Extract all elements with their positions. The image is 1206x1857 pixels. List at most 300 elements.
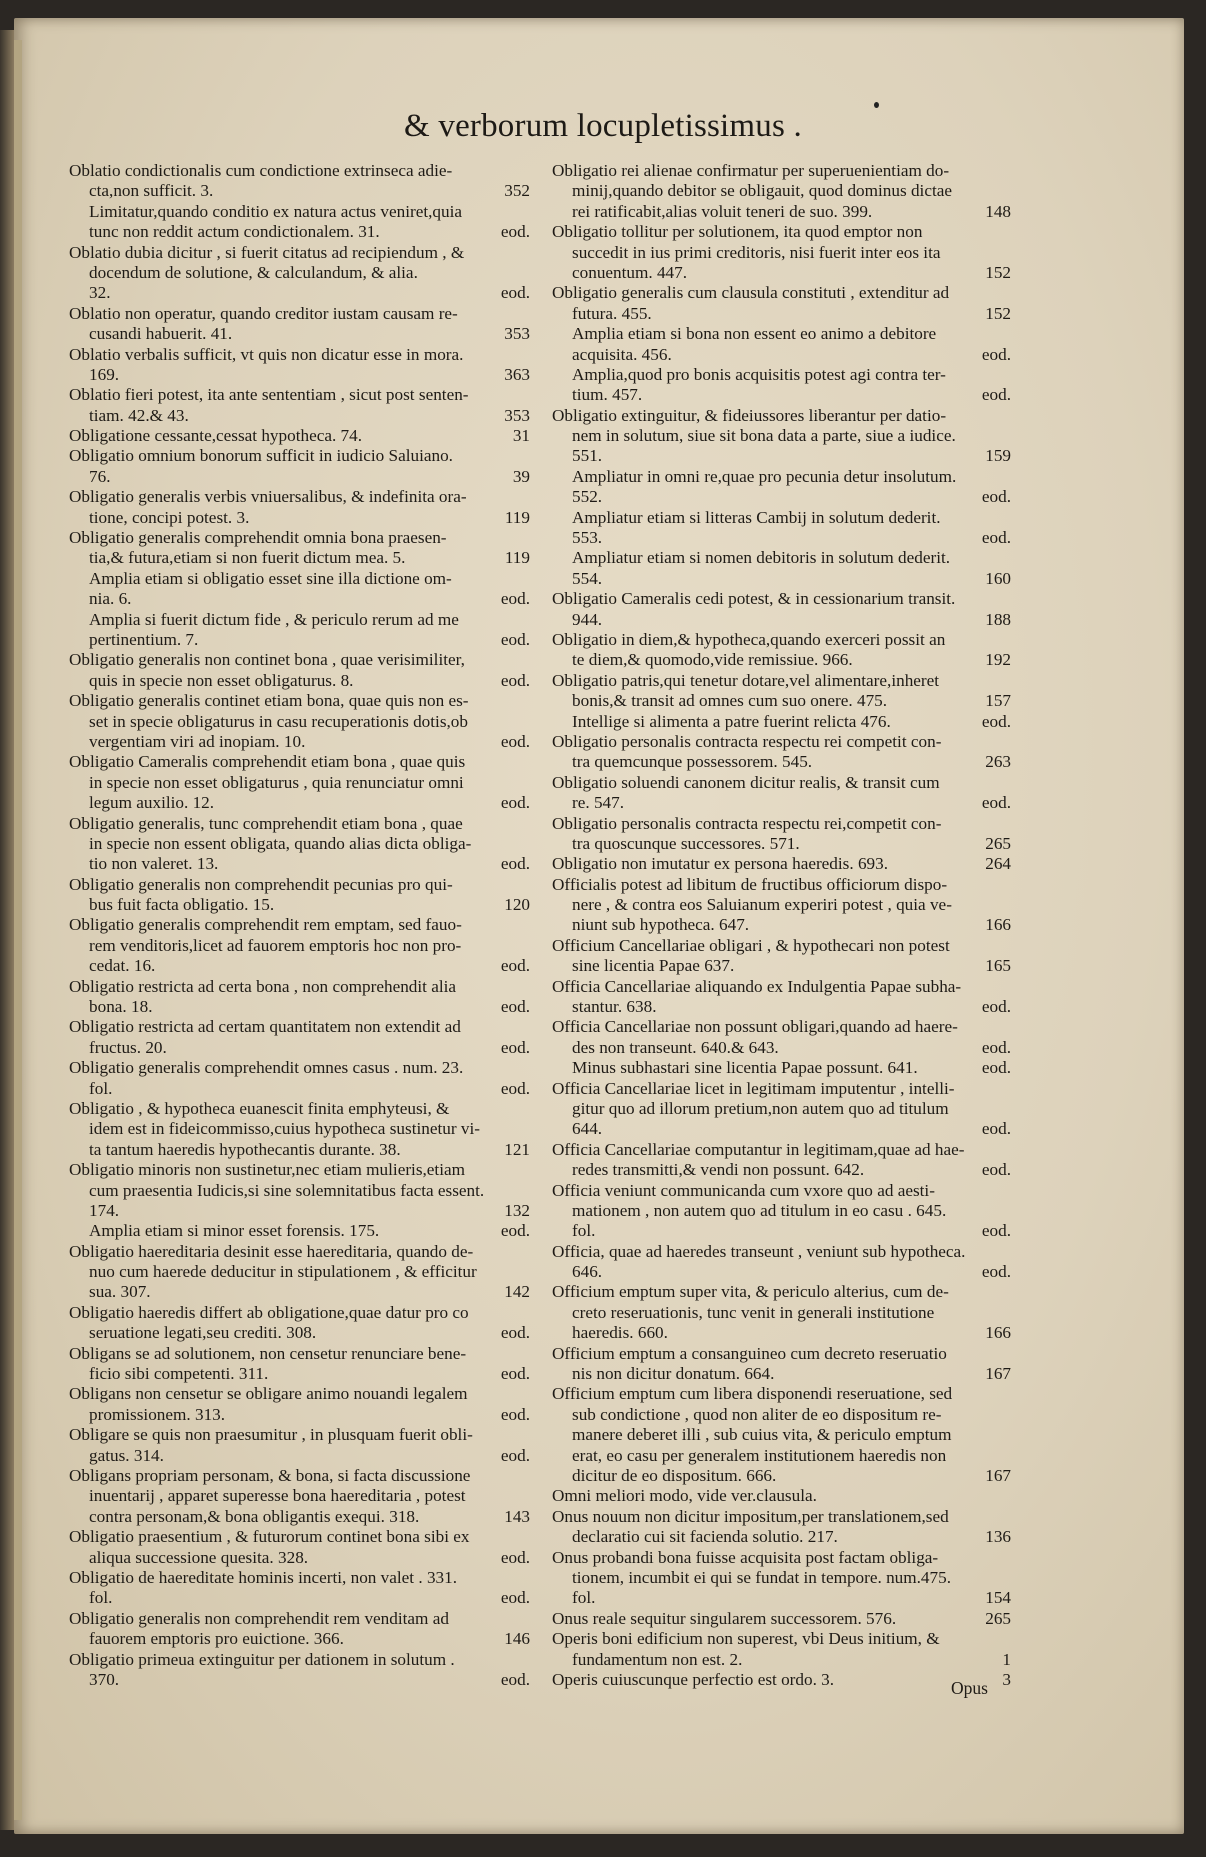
index-entry-continuation (69, 406, 530, 426)
entry-text: Obligatio soluendi canonem dicitur realis, & transit cum (552, 772, 940, 792)
index-entry-continuation (69, 589, 530, 609)
page-reference: 157 (985, 691, 1011, 711)
page-reference: 31 (512, 426, 530, 446)
entry-text: Operis cuiuscunque perfectio est ordo. 3. (552, 1669, 835, 1689)
index-entry (552, 732, 1011, 752)
index-entry-continuation (552, 1446, 1011, 1466)
index-entry-continuation (69, 508, 530, 528)
index-entry (69, 528, 530, 548)
index-entry-continuation (69, 630, 530, 650)
index-entry-continuation (69, 569, 530, 589)
page-reference: eod. (500, 1364, 530, 1384)
index-entry (69, 977, 530, 997)
entry-text: te diem,& quomodo,vide remissiue. 966. (572, 650, 853, 670)
page-reference: eod. (500, 793, 530, 813)
index-entry-continuation (69, 1201, 530, 1221)
index-entry (69, 691, 530, 711)
entry-text: Obligatio generalis non continet bona , quae verisimiliter, (69, 650, 465, 670)
entry-text: fol. (89, 1078, 113, 1098)
page-reference: 353 (504, 324, 530, 344)
page-reference: 39 (512, 466, 530, 486)
entry-text: tra quoscunque successores. 571. (572, 833, 800, 853)
page-reference: eod. (500, 1323, 530, 1343)
index-entry (552, 1344, 1011, 1364)
index-entry-continuation (552, 487, 1011, 507)
index-entry (69, 1609, 530, 1629)
entry-text: Obligatio generalis comprehendit omnes casus . num. 23. (69, 1058, 464, 1078)
index-entry-continuation (552, 834, 1011, 854)
entry-text: Obligatio omnium bonorum sufficit in iudicio Saluiano. (69, 446, 453, 466)
index-entry (69, 1099, 530, 1119)
entry-text: fol. (572, 1221, 596, 1241)
index-entry (552, 1507, 1011, 1527)
page-reference: eod. (981, 1221, 1011, 1241)
entry-text: Obligatio generalis verbis vniuersalibus, & indefinita ora- (69, 487, 467, 507)
entry-text: Officia Cancellariae non possunt obligari,quando ad haere- (552, 1017, 958, 1037)
index-entry-continuation (69, 1364, 530, 1384)
index-entry (552, 854, 1011, 874)
entry-text: fol. (572, 1588, 596, 1608)
index-entry-continuation (69, 610, 530, 630)
entry-text: 32. (89, 283, 111, 303)
index-entry-continuation (69, 1486, 530, 1506)
index-entry (552, 283, 1011, 303)
entry-text: fol. (89, 1588, 113, 1608)
index-entry (69, 1384, 530, 1404)
index-entry-continuation (552, 1262, 1011, 1282)
page-reference: 148 (985, 201, 1011, 221)
page-reference: eod. (500, 283, 530, 303)
page-reference: 352 (504, 181, 530, 201)
entry-text: Obligatio generalis continet etiam bona, quae quis non es- (69, 691, 469, 711)
entry-text: futura. 455. (572, 303, 652, 323)
page-reference: eod. (981, 344, 1011, 364)
page-reference: eod. (981, 1037, 1011, 1057)
entry-text: Officia, quae ad haeredes transeunt , veniunt sub hypotheca. (552, 1241, 966, 1261)
entry-text: Obligatio extinguitur, & fideiussores liberantur per datio- (552, 405, 947, 425)
entry-text: Onus reale sequitur singularem successorem. 576. (552, 1608, 897, 1628)
index-entry-continuation (552, 1568, 1011, 1588)
index-entry-continuation (552, 181, 1011, 201)
index-entry-continuation (69, 834, 530, 854)
index-entry-continuation (69, 1181, 530, 1201)
index-entry-continuation (69, 956, 530, 976)
entry-text: nis non dicitur donatum. 664. (572, 1364, 775, 1384)
entry-text: Amplia etiam si bona non essent eo animo a debitore (572, 324, 937, 344)
entry-text: contra personam,& bona obligantis exequi. 318. (89, 1506, 420, 1526)
entry-text: 169. (89, 364, 120, 384)
index-entry-continuation (552, 1099, 1011, 1119)
entry-text: pertinentium. 7. (89, 629, 199, 649)
index-entry-continuation (69, 1119, 530, 1139)
page-reference: eod. (500, 1037, 530, 1057)
page-reference: 166 (985, 915, 1011, 935)
entry-text: 646. (572, 1262, 603, 1282)
page-reference: 119 (504, 507, 530, 527)
entry-text: in specie non essent obligata, quando alias dicta obliga- (89, 833, 472, 853)
page-reference: 188 (985, 609, 1011, 629)
page-reference: eod. (981, 528, 1011, 548)
index-entry-continuation (552, 548, 1011, 568)
index-entry (69, 875, 530, 895)
index-entry-continuation (69, 773, 530, 793)
entry-text: in specie non esset obligaturus , quia renunciatur omni (89, 772, 464, 792)
index-entry-continuation (69, 671, 530, 691)
entry-text: seruatione legati,seu crediti. 308. (89, 1323, 317, 1343)
index-entry-continuation (552, 793, 1011, 813)
page-reference: 265 (985, 833, 1011, 853)
entry-text: Obligatio personalis contracta respectu rei,competit con- (552, 813, 942, 833)
entry-text: redes transmitti,& vendi non possunt. 642. (572, 1160, 865, 1180)
entry-text: tunc non reddit actum condictionalem. 31. (89, 222, 380, 242)
entry-text: legum auxilio. 12. (89, 793, 215, 813)
entry-text: tione, concipi potest. 3. (89, 507, 250, 527)
page-reference: 1 (1002, 1649, 1011, 1669)
index-entry (69, 1466, 530, 1486)
page-reference: eod. (500, 956, 530, 976)
page-reference: eod. (981, 1262, 1011, 1282)
index-entry-continuation (69, 1140, 530, 1160)
entry-text: Amplia,quod pro bonis acquisitis potest agi contra ter- (572, 364, 946, 384)
index-entry-continuation (552, 915, 1011, 935)
index-entry (552, 161, 1011, 181)
entry-text: Obligatio patris,qui tenetur dotare,vel alimentare,inheret (552, 670, 940, 690)
entry-text: rei ratificabit,alias voluit teneri de suo. 399. (572, 201, 873, 221)
index-entry-continuation (69, 222, 530, 242)
page-reference: eod. (500, 854, 530, 874)
index-entry (69, 487, 530, 507)
entry-text: Oblatio verbalis sufficit, vt quis non dicatur esse in mora. (69, 344, 464, 364)
page-reference: 192 (985, 650, 1011, 670)
index-entry-continuation (69, 1629, 530, 1649)
page-reference: 363 (504, 364, 530, 384)
index-entry-continuation (552, 1425, 1011, 1445)
index-entry-continuation (69, 1323, 530, 1343)
entry-text: tium. 457. (572, 385, 643, 405)
index-entry (552, 1181, 1011, 1201)
index-entry-continuation (552, 956, 1011, 976)
index-entry (69, 752, 530, 772)
entry-text: 551. (572, 446, 603, 466)
entry-text: 552. (572, 487, 603, 507)
page-reference: eod. (500, 1445, 530, 1465)
index-entry (69, 915, 530, 935)
index-entry-continuation (552, 895, 1011, 915)
entry-text: tio non valeret. 13. (89, 854, 219, 874)
index-entry-continuation (69, 1079, 530, 1099)
index-entry (69, 1242, 530, 1262)
index-entry-continuation (552, 1058, 1011, 1078)
index-entry-continuation (69, 732, 530, 752)
page-reference: 146 (504, 1629, 530, 1649)
index-entry-continuation (69, 854, 530, 874)
entry-text: 944. (572, 609, 603, 629)
index-entry-continuation (552, 508, 1011, 528)
entry-text: 644. (572, 1119, 603, 1139)
index-entry-continuation (552, 446, 1011, 466)
index-entry (552, 406, 1011, 426)
entry-text: tia,& futura,etiam si non fuerit dictum mea. 5. (89, 548, 406, 568)
index-entry (69, 650, 530, 670)
page-reference: eod. (981, 793, 1011, 813)
index-entry (69, 345, 530, 365)
entry-text: bona. 18. (89, 997, 153, 1017)
entry-text: Obligatio rei alienae confirmatur per superuenientiam do- (552, 161, 950, 180)
entry-text: nuo cum haerede deducitur in stipulationem , & efficitur (89, 1262, 477, 1282)
entry-text: declaratio cui sit facienda solutio. 217. (572, 1527, 838, 1547)
index-entry-continuation (552, 997, 1011, 1017)
entry-text: succedit in ius primi creditoris, nisi fuerit inter eos ita (572, 242, 941, 262)
index-entry (69, 1568, 530, 1588)
entry-text: set in specie obligaturus in casu recuperationis dotis,ob (89, 711, 468, 731)
index-entry-continuation (69, 936, 530, 956)
index-entry-continuation (69, 365, 530, 385)
page-reference: eod. (500, 670, 530, 690)
entry-text: Amplia etiam si minor esset forensis. 175. (89, 1221, 380, 1241)
page-reference: 154 (985, 1588, 1011, 1608)
index-entry-continuation (69, 1282, 530, 1302)
entry-text: Amplia si fuerit dictum fide , & periculo rerum ad me (89, 609, 459, 629)
index-entry-continuation (552, 345, 1011, 365)
index-entry (552, 1242, 1011, 1262)
index-entry-continuation (552, 1527, 1011, 1547)
index-entry (552, 630, 1011, 650)
page-reference: eod. (981, 1160, 1011, 1180)
index-entry-continuation (552, 426, 1011, 446)
entry-text: Obligatio generalis non comprehendit pecunias pro qui- (69, 874, 453, 894)
index-entry-continuation (552, 365, 1011, 385)
entry-text: Obligatio Cameralis comprehendit etiam bona , quae quis (69, 752, 466, 772)
index-entry-continuation (69, 1507, 530, 1527)
entry-text: tionem, incumbit ei qui se fundat in tempore. num.475. (572, 1567, 952, 1587)
index-entry-continuation (552, 691, 1011, 711)
entry-text: gitur quo ad illorum pretium,non autem quo ad titulum (572, 1098, 949, 1118)
index-entry-continuation (552, 385, 1011, 405)
page-reference: eod. (500, 1547, 530, 1567)
entry-text: Obligatio primeua extinguitur per dationem in solutum . (69, 1649, 455, 1669)
page-reference: 263 (985, 752, 1011, 772)
index-entry-continuation (552, 467, 1011, 487)
index-entry-continuation (552, 650, 1011, 670)
page-reference: eod. (500, 222, 530, 242)
index-entry (552, 1282, 1011, 1302)
entry-text: bonis,& transit ad omnes cum suo onere. 475. (572, 691, 888, 711)
index-entry (69, 1160, 530, 1180)
entry-text: Ampliatur etiam si litteras Cambij in solutum dederit. (572, 507, 941, 527)
index-entry (69, 304, 530, 324)
entry-text: Obligare se quis non praesumitur , in plusquam fuerit obli- (69, 1425, 473, 1445)
entry-text: minij,quando debitor se obligauit, quod dominus dictae (572, 181, 952, 201)
page-edge (14, 40, 22, 1820)
entry-text: conuentum. 447. (572, 262, 688, 282)
entry-text: Obligans non censetur se obligare animo nouandi legalem (69, 1384, 468, 1404)
index-entry-continuation (552, 1588, 1011, 1608)
entry-text: Obligatio generalis, tunc comprehendit etiam bona , quae (69, 813, 463, 833)
entry-text: cta,non sufficit. 3. (89, 181, 214, 201)
index-entry-continuation (552, 1038, 1011, 1058)
page-reference: eod. (981, 711, 1011, 731)
index-entry-continuation (552, 1221, 1011, 1241)
index-entry-continuation (69, 1548, 530, 1568)
page-reference: 119 (504, 548, 530, 568)
running-header: & verborum locupletissimus . (404, 108, 802, 144)
index-entry-continuation (552, 528, 1011, 548)
index-entry (552, 1140, 1011, 1160)
page-reference: 120 (504, 895, 530, 915)
page-reference: eod. (500, 1588, 530, 1608)
entry-text: mationem , non autem quo ad titulum in eo casu . 645. (572, 1200, 947, 1220)
index-entry-continuation (69, 1262, 530, 1282)
index-entry (552, 1670, 1011, 1690)
entry-text: tiam. 42.& 43. (89, 405, 189, 425)
entry-text: cedat. 16. (89, 956, 156, 976)
page-reference: eod. (981, 1058, 1011, 1078)
index-entry (69, 1425, 530, 1445)
index-entry-continuation (69, 1446, 530, 1466)
index-entry (552, 222, 1011, 242)
index-entry-continuation (69, 1670, 530, 1690)
index-entry-continuation (552, 202, 1011, 222)
entry-text: acquisita. 456. (572, 344, 672, 364)
entry-text: Oblatio non operatur, quando creditor iustam causam re- (69, 303, 458, 323)
entry-text: re. 547. (572, 793, 625, 813)
page-reference: eod. (500, 1404, 530, 1424)
entry-text: Oblatio condictionalis cum condictione extrinseca adie- (69, 161, 453, 180)
entry-text: Obligatio generalis cum clausula constituti , extenditur ad (552, 283, 950, 303)
entry-text: Intellige si alimenta a patre fuerint relicta 476. (572, 711, 891, 731)
entry-text: Obligatio , & hypotheca euanescit finita emphyteusi, & (69, 1098, 450, 1118)
entry-text: Obligatio restricta ad certam quantitatem non extendit ad (69, 1017, 461, 1037)
index-entry (69, 243, 530, 263)
entry-text: creto reseruationis, tunc venit in generali institutione (572, 1302, 935, 1322)
index-entry-continuation (552, 1160, 1011, 1180)
page-reference: eod. (500, 1669, 530, 1689)
entry-text: fauorem emptoris pro euictione. 366. (89, 1629, 344, 1649)
index-entry-continuation (552, 1466, 1011, 1486)
index-entry-continuation (69, 283, 530, 303)
index-entry (552, 936, 1011, 956)
index-entry (552, 1609, 1011, 1629)
index-column-left (69, 161, 530, 1690)
page-reference: 142 (504, 1282, 530, 1302)
page-reference: 353 (504, 405, 530, 425)
entry-text: Officialis potest ad libitum de fructibus officiorum dispo- (552, 874, 948, 894)
entry-text: niunt sub hypotheca. 647. (572, 915, 750, 935)
entry-text: nere , & contra eos Saluianum experiri potest , quia ve- (572, 895, 952, 915)
index-entry-continuation (69, 181, 530, 201)
entry-text: Onus nouum non dicitur impositum,per translationem,sed (552, 1506, 949, 1526)
index-entry-continuation (69, 1221, 530, 1241)
catchword: Opus (951, 1678, 988, 1698)
entry-text: Obligatione cessante,cessat hypotheca. 74. (69, 426, 363, 446)
entry-text: Officium emptum cum libera disponendi reseruatione, sed (552, 1384, 953, 1404)
index-entry-continuation (552, 304, 1011, 324)
index-entry-continuation (69, 263, 530, 283)
page-reference: 152 (985, 303, 1011, 323)
entry-text: Obligatio Cameralis cedi potest, & in cessionarium transit. (552, 589, 956, 609)
index-entry (552, 773, 1011, 793)
page-reference: eod. (500, 997, 530, 1017)
index-entry (69, 426, 530, 446)
index-entry (552, 1384, 1011, 1404)
entry-text: bus fuit facta obligatio. 15. (89, 895, 275, 915)
page-reference: 143 (504, 1506, 530, 1526)
entry-text: Onus probandi bona fuisse acquisita post factam obliga- (552, 1547, 939, 1567)
index-entry-continuation (69, 793, 530, 813)
index-entry (69, 814, 530, 834)
index-entry-continuation (552, 610, 1011, 630)
index-entry (69, 1527, 530, 1547)
entry-text: Obligatio tollitur per solutionem, ita quod emptor non (552, 222, 923, 242)
index-entry-continuation (552, 752, 1011, 772)
entry-text: sua. 307. (89, 1282, 151, 1302)
entry-text: Officium Cancellariae obligari , & hypothecari non potest (552, 935, 950, 955)
entry-text: Ampliatur in omni re,quae pro pecunia detur insolutum. (572, 466, 957, 486)
entry-text: 553. (572, 528, 603, 548)
entry-text: tra quemcunque possessorem. 545. (572, 752, 813, 772)
index-entry (552, 977, 1011, 997)
entry-text: nia. 6. (89, 589, 132, 609)
entry-text: rem venditoris,licet ad fauorem emptoris hoc non pro- (89, 935, 462, 955)
index-entry-continuation (69, 324, 530, 344)
page-reference: 165 (985, 956, 1011, 976)
index-entry (552, 1548, 1011, 1568)
page-reference: 167 (985, 1466, 1011, 1485)
entry-text: Omni meliori modo, vide ver.clausula. (552, 1486, 817, 1506)
index-entry (69, 1650, 530, 1670)
page-reference: 132 (504, 1200, 530, 1220)
entry-text: cum praesentia Iudicis,si sine solemnitatibus facta essent. (89, 1180, 485, 1200)
index-entry-continuation (552, 1323, 1011, 1343)
entry-text: Limitatur,quando conditio ex natura actus veniret,quia (89, 201, 463, 221)
entry-text: Obligatio generalis comprehendit omnia bona praesen- (69, 528, 447, 548)
entry-text: sub condictione , quod non aliter de eo dispositum re- (572, 1404, 942, 1424)
index-entry (69, 161, 530, 181)
entry-text: Obligans propriam personam, & bona, si facta discussione (69, 1466, 471, 1485)
index-entry (552, 1017, 1011, 1037)
page-reference: 160 (985, 568, 1011, 588)
entry-text: fundamentum non est. 2. (572, 1649, 743, 1669)
entry-text: Officium emptum a consanguineo cum decreto reseruatio (552, 1343, 947, 1363)
index-entry-continuation (552, 1364, 1011, 1384)
entry-text: fructus. 20. (89, 1037, 167, 1057)
index-entry (552, 1079, 1011, 1099)
index-entry-continuation (69, 712, 530, 732)
entry-text: Obligatio restricta ad certa bona , non comprehendit alia (69, 976, 457, 996)
entry-text: manere deberet illi , sub cuius vita, & periculo emptum (572, 1425, 952, 1445)
page-reference: eod. (981, 997, 1011, 1017)
index-entry-continuation (69, 202, 530, 222)
entry-text: aliqua successione quesita. 328. (89, 1547, 309, 1567)
index-entry (552, 1629, 1011, 1649)
entry-text: Oblatio dubia dicitur , si fuerit citatus ad recipiendum , & (69, 242, 465, 262)
index-entry-continuation (69, 1405, 530, 1425)
entry-text: Obligatio generalis comprehendit rem emptam, sed fauo- (69, 915, 462, 935)
index-entry-continuation (552, 1650, 1011, 1670)
index-entry (69, 1303, 530, 1323)
entry-text: Officia Cancellariae computantur in legitimam,quae ad hae- (552, 1139, 965, 1159)
entry-text: ta tantum haeredis hypothecantis durante. 38. (89, 1139, 401, 1159)
entry-text: 370. (89, 1669, 120, 1689)
index-entry-continuation (552, 1201, 1011, 1221)
index-column-right (552, 161, 1011, 1690)
page-reference: 159 (985, 446, 1011, 466)
index-entry (552, 589, 1011, 609)
page-reference: eod. (500, 1221, 530, 1241)
entry-text: Amplia etiam si obligatio esset sine illa dictione om- (89, 568, 452, 588)
index-entry (552, 1486, 1011, 1506)
index-entry-continuation (69, 1588, 530, 1608)
